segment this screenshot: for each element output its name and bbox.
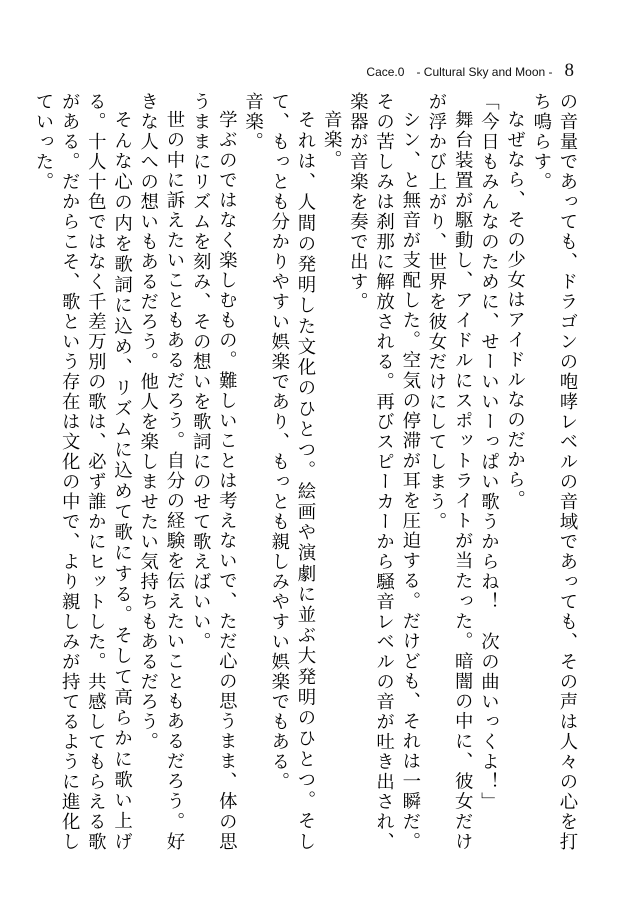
- paragraph: そんな心の内を歌詞に込め、リズムに込めて歌にする。そして高らかに歌い上げる。十人十色ではなく千差万別の歌は、必ず誰かにヒットした。共感してもらえる歌がある。だからこそ、歌という存在は文化の中で、より親しみが持てるように進化していった。: [32, 92, 133, 852]
- paragraph: なぜなら、その少女はアイドルなのだから。: [504, 110, 526, 511]
- paragraph: 世の中に訴えたいこともあるだろう。自分の経験を伝えたいこともあるだろう。好きな人への想いもあるだろう。他人を楽しませたい気持ちもあるだろう。: [137, 92, 185, 852]
- paragraph: 「今日もみんなのために、せーいいーっぱい歌うからね！ 次の曲いっくよ！」: [478, 92, 500, 812]
- body-text: [20, 92, 580, 852]
- paragraph: 音楽。: [321, 110, 343, 171]
- paragraph: の音量であっても、ドラゴンの咆哮レベルの音域であっても、その声は人々の心を打ち鳴らす。: [530, 92, 578, 852]
- paragraph: シン、と無音が支配した。空気の停滞が耳を圧迫する。だけども、それは一瞬だ。その苦しみは刹那に解放される。再びスピーカーから騒音レベルの音が吐き出され、楽器が音楽を奏で出す。: [347, 92, 421, 852]
- paragraph: 学ぶのではなく楽しむもの。難しいことは考えないで、ただ心の思うまま、体の思うままにリズムを刻み、その想いを歌詞にのせて歌えばいい。: [190, 92, 238, 852]
- paragraph: 舞台装置が駆動し、アイドルにスポットライトが当たった。暗闇の中に、彼女だけが浮かび上がり、世界を彼女だけにしてしまう。: [425, 92, 474, 852]
- paragraph: 音楽。: [242, 92, 264, 152]
- running-head: [366, 60, 574, 82]
- paragraph: それは、人間の発明した文化のひとつ。絵画や演劇に並ぶ大発明のひとつ。そして、もっとも分かりやすい娯楽であり、もっとも親しみやすい娯楽でもある。: [268, 92, 316, 852]
- running-title: Cace.0 - Cultural Sky and Moon -: [366, 65, 553, 79]
- page-number: 8: [564, 60, 574, 81]
